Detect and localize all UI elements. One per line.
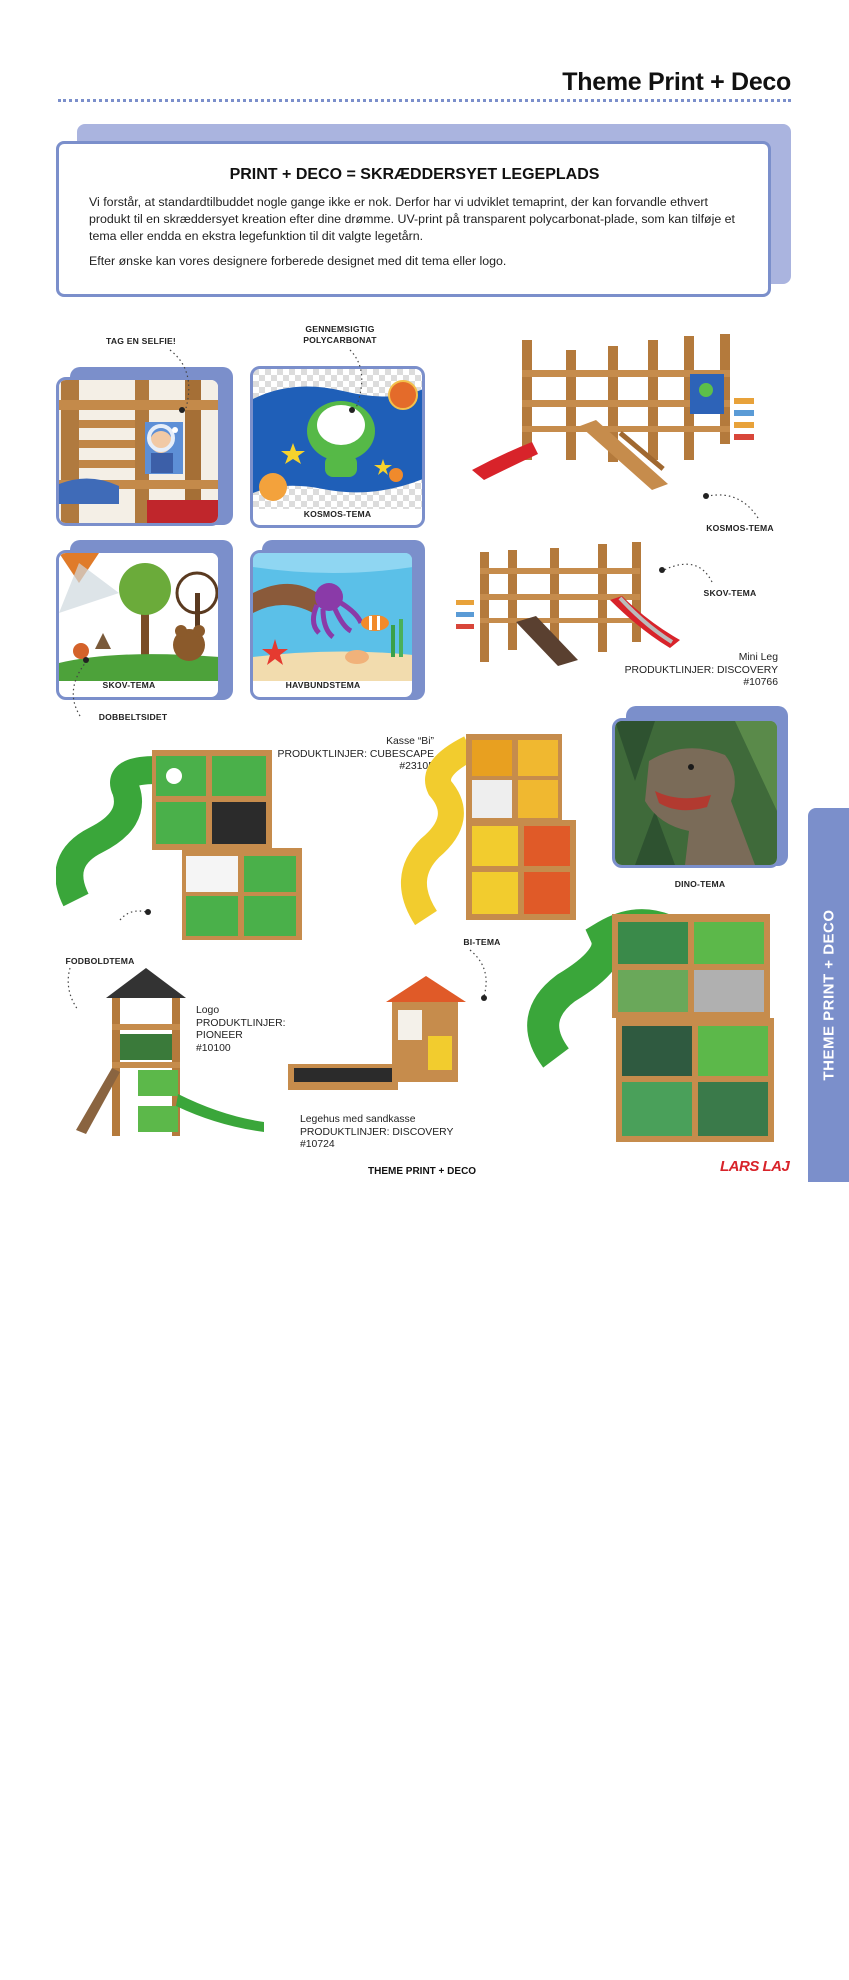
label-selfie: TAG EN SELFIE! — [106, 336, 176, 346]
mini-leg-name: Mini Leg — [738, 652, 778, 663]
kasse-bi-line: PRODUKTLINJER: CUBESCAPE — [277, 748, 434, 760]
logo-line-2: PIONEER — [196, 1030, 243, 1042]
label-kosmos-tile: KOSMOS-TEMA — [303, 509, 372, 519]
intro-paragraph-1: Vi forstår, at standardtilbuddet nogle gange ikke er nok. Derfor har vi udviklet temaprint, der kan forvandle ethvert produkt til en skræddersyet kreation efter dine drømme. UV-print på transparent polycarbonat-plade, som kan tilføje et tema eller endda en ekstra legefunktion til dit valgte legetårn. — [89, 195, 735, 243]
dot-bi — [481, 995, 487, 1001]
tile-skov — [56, 550, 221, 700]
tile-dino — [612, 718, 780, 868]
logo-caption — [196, 1005, 296, 1055]
logo-number: #10100 — [196, 1042, 231, 1054]
intro-paragraph-2: Efter ønske kan vores designere forberede designet med dit tema eller logo. — [89, 254, 507, 268]
footer-text: THEME PRINT + DECO — [368, 1166, 477, 1177]
legehus-product — [288, 976, 472, 1100]
kosmos-tower-product — [462, 330, 772, 508]
mini-leg-caption — [560, 652, 778, 690]
skov-print-illustration — [59, 553, 219, 681]
label-double-sided: DOBBELTSIDET — [98, 712, 168, 722]
kosmos-print-illustration — [253, 369, 423, 509]
large-green-cube-product — [516, 908, 778, 1146]
intro-heading: PRINT + DECO = SKRÆDDERSYET LEGEPLADS — [229, 166, 600, 183]
label-polycarbonate-2: POLYCARBONAT — [303, 335, 377, 345]
header-dotted-rule — [58, 99, 791, 102]
label-dino-tile: DINO-TEMA — [674, 879, 726, 889]
kasse-bi-number: #23105 — [399, 761, 434, 773]
legehus-line: PRODUKTLINJER: DISCOVERY — [300, 1126, 454, 1138]
intro-box — [56, 141, 771, 297]
mini-leg-number: #10766 — [743, 677, 778, 689]
label-havbund-tile: HAVBUNDSTEMA — [285, 680, 361, 690]
selfie-tower-illustration — [59, 380, 219, 524]
page-number: 11 — [823, 1968, 835, 1980]
havbund-print-illustration — [253, 553, 413, 681]
tile-selfie — [56, 377, 221, 526]
logo-name: Logo — [196, 1005, 220, 1016]
kasse-bi-name: Kasse “Bi” — [386, 736, 434, 747]
side-tab-text: THEME PRINT + DECO — [820, 909, 837, 1081]
mini-leg-line: PRODUKTLINJER: DISCOVERY — [624, 664, 778, 676]
legehus-number: #10724 — [300, 1139, 335, 1151]
legehus-name: Legehus med sandkasse — [300, 1114, 416, 1125]
label-kosmos-product: KOSMOS-TEMA — [706, 523, 774, 533]
side-tab — [808, 808, 849, 1980]
tile-havbund — [250, 550, 415, 700]
label-bi: BI-TEMA — [463, 937, 501, 947]
legehus-caption — [300, 1114, 500, 1152]
tile-kosmos — [250, 366, 425, 528]
label-skov-product: SKOV-TEMA — [703, 588, 757, 598]
football-cube-product — [56, 740, 316, 940]
dino-print-illustration — [615, 721, 777, 865]
label-skov-tile: SKOV-TEMA — [102, 680, 156, 690]
label-football: FODBOLDTEMA — [65, 956, 135, 966]
brand-logo: LARS LAJ — [720, 1158, 790, 1175]
label-polycarbonate-1: GENNEMSIGTIG — [305, 324, 375, 334]
leader-bi — [470, 950, 486, 996]
logo-line-1: PRODUKTLINJER: — [196, 1017, 286, 1029]
bi-cube-product — [380, 728, 580, 928]
page-title: Theme Print + Deco — [562, 68, 791, 96]
